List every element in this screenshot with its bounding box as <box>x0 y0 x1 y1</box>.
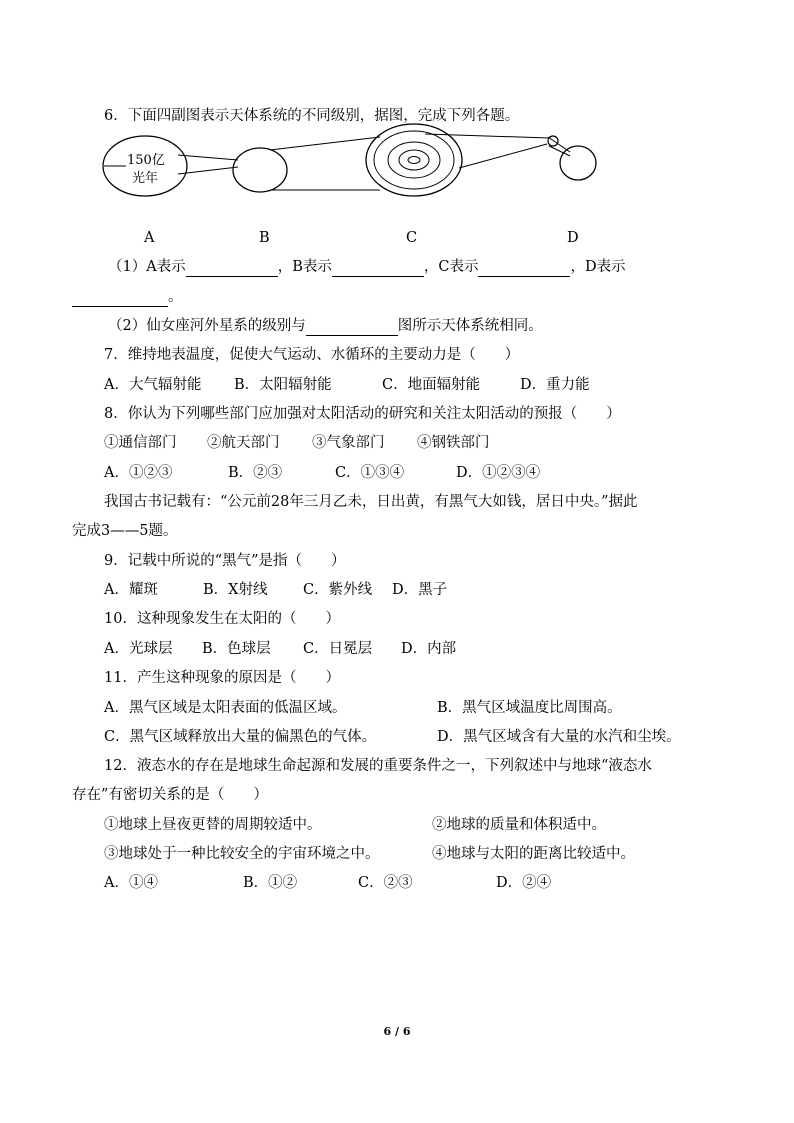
diagram-a-text-1: 150亿 <box>127 153 165 168</box>
q8-item-1: ①通信部门 <box>104 435 177 451</box>
q6-sub1: （1）A表示 ，B表示 ，C表示 ，D表示 <box>108 259 626 275</box>
celestial-system-diagram <box>0 120 794 340</box>
answer-blank-e[interactable] <box>306 319 398 336</box>
q10-option-b[interactable]: B．色球层 <box>202 641 271 657</box>
q8-stem: 8．你认为下列哪些部门应加强对太阳活动的研究和关注太阳活动的预报（ ） <box>104 406 621 422</box>
q8-option-b[interactable]: B．②③ <box>228 465 283 481</box>
q12-option-d[interactable]: D．②④ <box>496 875 552 891</box>
label-d: D <box>567 230 579 246</box>
q12-item-1: ①地球上昼夜更替的周期较适中。 <box>104 817 322 833</box>
label-a: A <box>144 230 155 246</box>
q12-item-2: ②地球的质量和体积适中。 <box>432 817 606 833</box>
q12-option-c[interactable]: C．②③ <box>358 875 413 891</box>
q6-stem: 6．下面四副图表示天体系统的不同级别，据图，完成下列各题。 <box>104 108 520 124</box>
q9-stem: 9．记载中所说的“黑气”是指（ ） <box>104 553 346 569</box>
q7-option-a[interactable]: A．大气辐射能 <box>104 377 202 393</box>
q8-option-a[interactable]: A．①②③ <box>104 465 173 481</box>
q11-option-c[interactable]: C．黑气区域释放出大量的偏黑色的气体。 <box>104 729 377 745</box>
answer-blank-d[interactable] <box>72 290 168 307</box>
q7-stem: 7．维持地表温度，促使大气运动、水循环的主要动力是（ ） <box>104 347 520 363</box>
q6-sub1-cont: 。 <box>72 287 183 307</box>
q7-option-d[interactable]: D．重力能 <box>520 377 590 393</box>
q9-option-a[interactable]: A．耀斑 <box>104 582 158 598</box>
q9-option-d[interactable]: D．黑子 <box>392 582 448 598</box>
q8-option-d[interactable]: D．①②③④ <box>456 465 541 481</box>
q12-option-b[interactable]: B．①② <box>243 875 298 891</box>
q10-option-c[interactable]: C．日冕层 <box>303 641 373 657</box>
q12-stem-line-2: 存在”有密切关系的是（ ） <box>72 787 268 803</box>
q6-sub2: （2）仙女座河外星系的级别与 图所示天体系统相同。 <box>108 318 543 334</box>
q10-option-a[interactable]: A．光球层 <box>104 641 173 657</box>
label-b: B <box>259 230 270 246</box>
q10-option-d[interactable]: D．内部 <box>401 641 457 657</box>
q7-option-c[interactable]: C．地面辐射能 <box>382 377 481 393</box>
passage-line-2: 完成3——5题。 <box>72 523 178 539</box>
q12-option-a[interactable]: A．①④ <box>104 875 158 891</box>
q8-item-2: ②航天部门 <box>207 435 280 451</box>
answer-blank-a[interactable] <box>186 260 278 277</box>
diagram-a-text-2: 光年 <box>132 171 159 186</box>
q12-stem-line-1: 12．液态水的存在是地球生命起源和发展的重要条件之一，下列叙述中与地球“液态水 <box>104 758 652 774</box>
q11-option-d[interactable]: D．黑气区域含有大量的水汽和尘埃。 <box>437 729 681 745</box>
q11-option-b[interactable]: B．黑气区域温度比周围高。 <box>437 700 622 716</box>
answer-blank-b[interactable] <box>332 260 424 277</box>
q9-option-c[interactable]: C．紫外线 <box>303 582 373 598</box>
answer-blank-c[interactable] <box>478 260 570 277</box>
q11-option-a[interactable]: A．黑气区域是太阳表面的低温区域。 <box>104 700 347 716</box>
q8-item-3: ③气象部门 <box>312 435 385 451</box>
q12-item-4: ④地球与太阳的距离比较适中。 <box>432 846 635 862</box>
q7-option-b[interactable]: B．太阳辐射能 <box>234 377 332 393</box>
label-c: C <box>406 230 418 246</box>
q8-option-c[interactable]: C．①③④ <box>335 465 405 481</box>
q12-item-3: ③地球处于一种比较安全的宇宙环境之中。 <box>104 846 380 862</box>
q9-option-b[interactable]: B．X射线 <box>203 582 268 598</box>
q10-stem: 10．这种现象发生在太阳的（ ） <box>104 611 340 627</box>
diagram-b-ellipse <box>233 148 287 192</box>
diagram-d-ellipse <box>560 146 596 180</box>
q8-item-4: ④钢铁部门 <box>417 435 490 451</box>
page-number: 6 / 6 <box>383 1025 411 1038</box>
passage-line-1: 我国古书记载有：“公元前28年三月乙未，日出黄，有黑气大如钱，居日中央。”据此 <box>104 494 638 510</box>
q11-stem: 11．产生这种现象的原因是（ ） <box>104 670 340 686</box>
